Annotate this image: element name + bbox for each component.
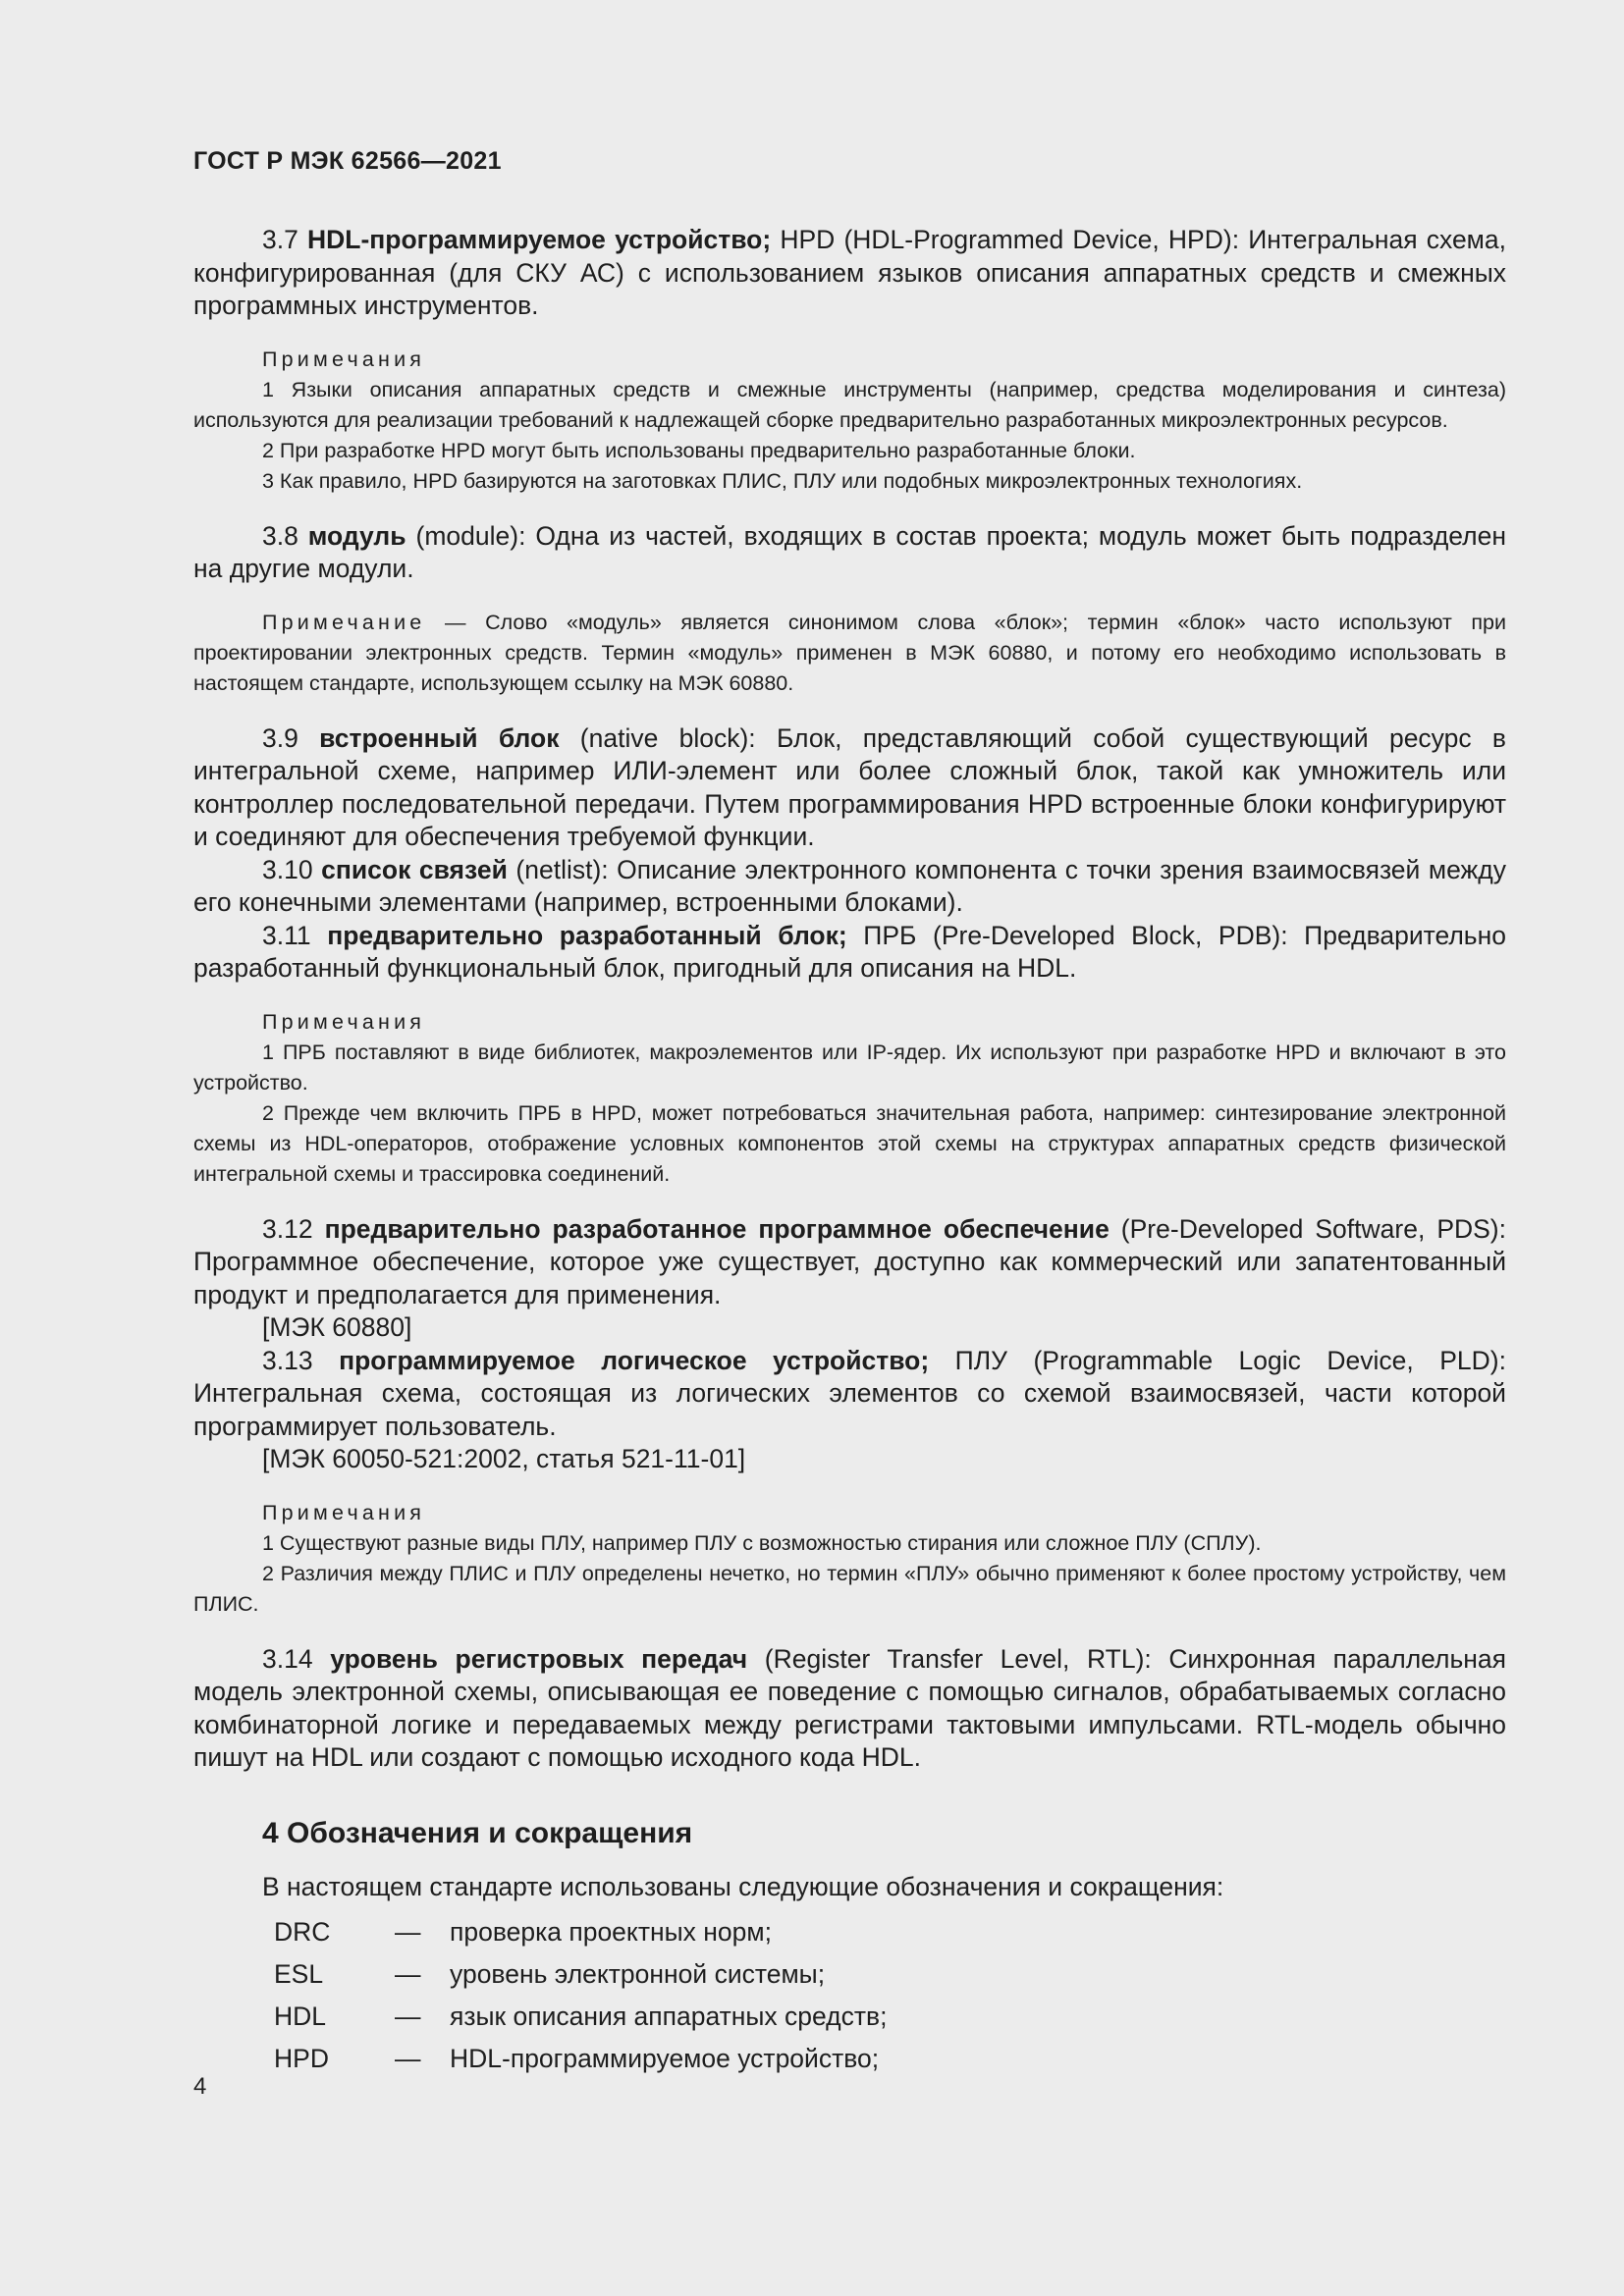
abbreviation-dash: — (395, 1917, 421, 1947)
abbreviation-dash: — (395, 1959, 421, 1989)
note-item: 1 ПРБ поставляют в виде библиотек, макроэлементов или IP-ядер. Их используют при разработке HPD и включают в это устройство. (193, 1040, 1506, 1095)
abbreviation-code: HPD (274, 2044, 329, 2073)
notes-3-13 (193, 1498, 1506, 1620)
abbreviation-row (193, 1911, 1506, 1953)
abbreviation-code: DRC (274, 1917, 331, 1947)
term-name: уровень регистровых передач (330, 1643, 748, 1674)
term-name: предварительно разработанное программное обеспечение (324, 1213, 1110, 1244)
abbreviation-dash: — (395, 2002, 421, 2031)
term-3-11: 3.11 предварительно разработанный блок; ПРБ (Pre-Developed Block, PDB): Предварительно разработанный функциональный блок, пригодный для описания на HDL. (193, 920, 1506, 983)
term-3-9: 3.9 встроенный блок (native block): Блок, представляющий собой существующий ресурс в интегральной схеме, например ИЛИ-элемент или более сложный блок, такой как умножитель или контроллер последовательной передачи. Путем программирования HPD встроенные блоки конфигурируют и соединяют для обеспечения требуемой функции. (193, 722, 1506, 851)
abbreviation-meaning: проверка проектных норм; (450, 1917, 772, 1947)
notes-heading: Примечания (262, 1500, 426, 1524)
note-3-8: Примечание — Слово «модуль» является синонимом слова «блок»; термин «блок» часто используют при проектировании электронных средств. Термин «модуль» применен в МЭК 60880, и потому его необходимо использовать в настоящем стандарте, использующем ссылку на МЭК 60880. (193, 610, 1506, 695)
note-item: 2 Прежде чем включить ПРБ в HPD, может потребоваться значительная работа, например: синтезирование электронной схемы из HDL-операторов, отображение условных компонентов этой схемы на структурах аппаратных средств физической интегральной схемы и трассировка соединений. (193, 1100, 1506, 1186)
source-reference: [МЭК 60050-521:2002, статья 521-11-01] (262, 1444, 746, 1473)
note-heading: Примечание (262, 610, 426, 634)
notes-3-11 (193, 1007, 1506, 1190)
abbreviation-row (193, 1996, 1506, 2038)
section-heading: 4 Обозначения и сокращения (262, 1816, 693, 1849)
term-3-7: 3.7 HDL-программируемое устройство; HPD (HDL-Programmed Device, HPD): Интегральная схема, конфигурированная (для СКУ АС) с использованием языков описания аппаратных средств и смежных программных инструментов. (193, 225, 1506, 320)
term-name: модуль (307, 520, 406, 551)
note-item: 3 Как правило, HPD базируются на заготовках ПЛИС, ПЛУ или подобных микроэлектронных технологиях. (262, 468, 1303, 493)
notes-heading: Примечания (262, 347, 426, 371)
abbreviation-meaning: язык описания аппаратных средств; (450, 2002, 888, 2031)
term-3-8: 3.8 модуль (module): Одна из частей, входящих в состав проекта; модуль может быть подразделен на другие модули. (193, 520, 1506, 583)
note-item: 1 Существуют разные виды ПЛУ, например ПЛУ с возможностью стирания или сложное ПЛУ (СПЛУ). (262, 1530, 1262, 1555)
abbreviation-row (193, 1953, 1506, 1996)
term-3-10: 3.10 список связей (netlist): Описание электронного компонента с точки зрения взаимосвязей между его конечными элементами (например, встроенными блоками). (193, 854, 1506, 917)
term-name: предварительно разработанный блок; (327, 920, 847, 950)
abbreviation-meaning: уровень электронной системы; (450, 1959, 826, 1989)
abbreviation-code: ESL (274, 1959, 324, 1989)
term-name: HDL-программируемое устройство; (307, 225, 772, 254)
notes-3-7 (193, 345, 1506, 497)
term-3-13: 3.13 программируемое логическое устройство; ПЛУ (Programmable Logic Device, PLD): Интегральная схема, состоящая из логических элементов со схемой взаимосвязей, части которой программирует пользователь. (193, 1345, 1506, 1441)
term-3-12: 3.12 предварительно разработанное программное обеспечение (Pre-Developed Software, PDS): Программное обеспечение, которое уже существует, доступно как коммерческий или запатентованный продукт и предполагается для применения. (193, 1213, 1506, 1309)
abbreviation-row (193, 2038, 1506, 2080)
document-body (193, 224, 1506, 2080)
note-item: 1 Языки описания аппаратных средств и смежные инструменты (например, средства моделирования и синтеза) используются для реализации требований к надлежащей сборке предварительно разработанных микроэлектронных ресурсов. (193, 377, 1506, 432)
term-name: программируемое логическое устройство; (339, 1345, 930, 1375)
abbreviation-code: HDL (274, 2002, 327, 2031)
term-name: встроенный блок (319, 722, 560, 753)
note-item: 2 При разработке HPD могут быть использованы предварительно разработанные блоки. (262, 438, 1136, 462)
abbreviation-dash: — (395, 2044, 421, 2073)
source-reference: [МЭК 60880] (262, 1312, 412, 1342)
note-item: 2 Различия между ПЛИС и ПЛУ определены нечетко, но термин «ПЛУ» обычно применяют к более простому устройству, чем ПЛИС. (193, 1561, 1506, 1616)
section-intro: В настоящем стандарте использованы следующие обозначения и сокращения: (262, 1871, 1224, 1901)
abbreviation-list (193, 1911, 1506, 2080)
document-header: ГОСТ Р МЭК 62566—2021 (193, 147, 502, 175)
abbreviation-meaning: HDL-программируемое устройство; (450, 2044, 880, 2073)
page-number: 4 (193, 2073, 207, 2100)
term-name: список связей (321, 854, 508, 884)
term-3-14: 3.14 уровень регистровых передач (Register Transfer Level, RTL): Синхронная параллельная модель электронной схемы, описывающая ее поведение с помощью сигналов, обрабатываемых согласно комбинаторной логике и передаваемых между регистрами тактовыми импульсами. RTL-модель обычно пишут на HDL или создают с помощью исходного кода HDL. (193, 1643, 1506, 1772)
document-page (193, 0, 1506, 2296)
notes-heading: Примечания (262, 1009, 426, 1034)
